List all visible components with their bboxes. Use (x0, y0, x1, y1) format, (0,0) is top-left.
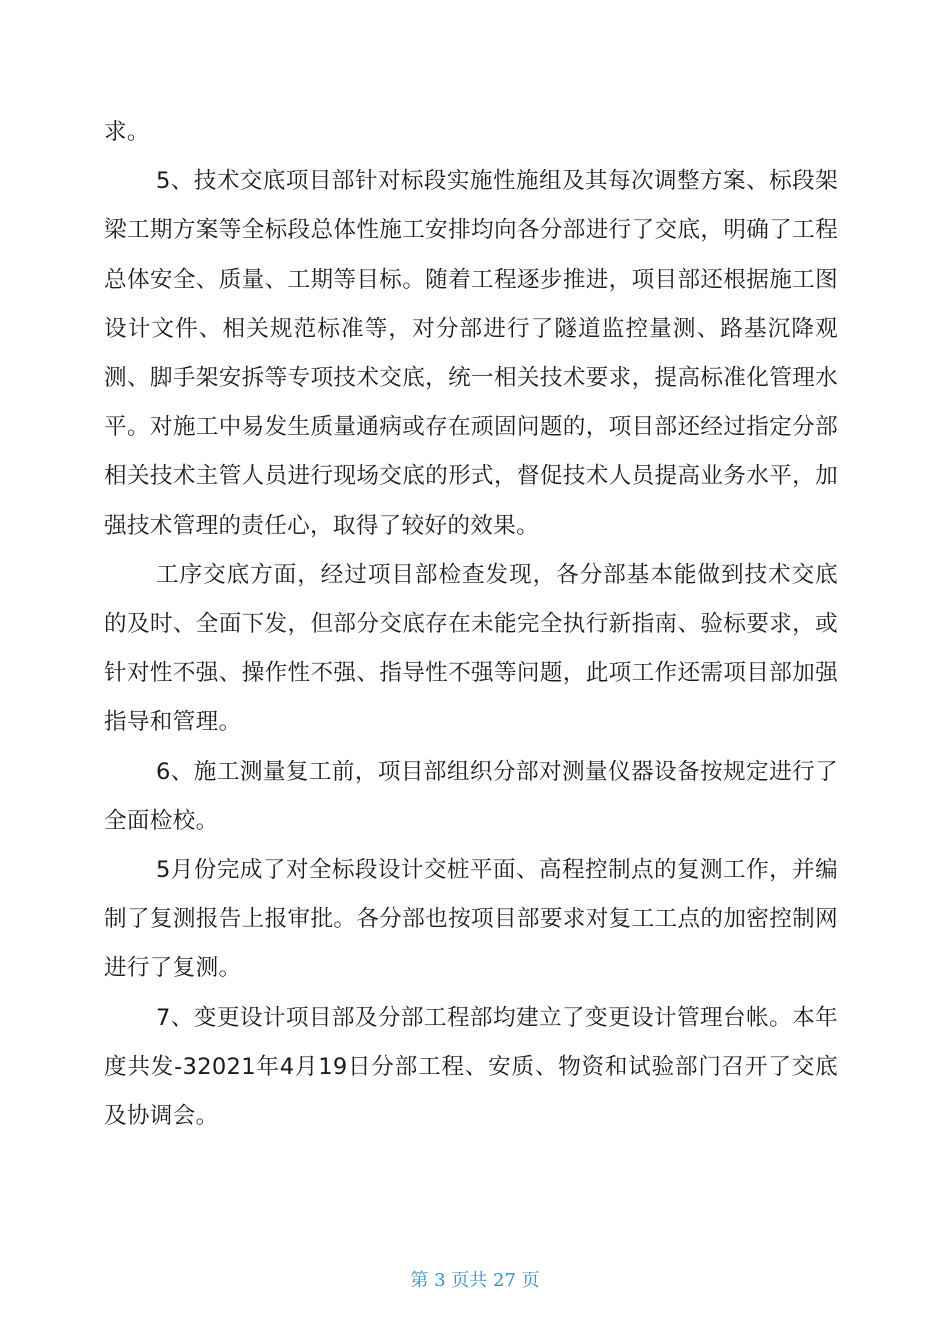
paragraph-continuation: 求。 (104, 119, 150, 145)
paragraph-technical-briefing: 5、技术交底项目部针对标段实施性施组及其每次调整方案、标段架梁工期方案等全标段总体性施工安排均向各分部进行了交底，明确了工程总体安全、质量、工期等目标。随着工程逐步推进，项目部还根据施工图设计文件、相关规范标准等，对分部进行了隧道监控量测、路基沉降观测、脚手架安拆等专项技术交底，统一相关技术要求，提高标准化管理水平。对施工中易发生质量通病或存在顽固问题的，项目部还经过指定分部相关技术主管人员进行现场交底的形式，督促技术人员提高业务水平，加强技术管理的责任心，取得了较好的效果。 (104, 168, 838, 539)
paragraph-design-change: 7、变更设计项目部及分部工程部均建立了变更设计管理台帐。本年度共发-32021年4月19日分部工程、安质、物资和试验部门召开了交底及协调会。 (104, 1004, 838, 1130)
paragraph-survey-review: 5月份完成了对全标段设计交桩平面、高程控制点的复测工作，并编制了复测报告上报审批。各分部也按项目部要求对复工工点的加密控制网进行了复测。 (104, 857, 838, 982)
paragraph-process-briefing: 工序交底方面，经过项目部检查发现，各分部基本能做到技术交底的及时、全面下发，但部分交底存在未能完全执行新指南、验标要求，或针对性不强、操作性不强、指导性不强等问题，此项工作还需项目部加强指导和管理。 (104, 561, 838, 736)
document-body (104, 108, 838, 1141)
page-number-footer: 第 3 页共 27 页 (410, 1270, 540, 1291)
paragraph-construction-survey: 6、施工测量复工前，项目部组织分部对测量仪器设备按规定进行了全面检校。 (104, 758, 838, 834)
